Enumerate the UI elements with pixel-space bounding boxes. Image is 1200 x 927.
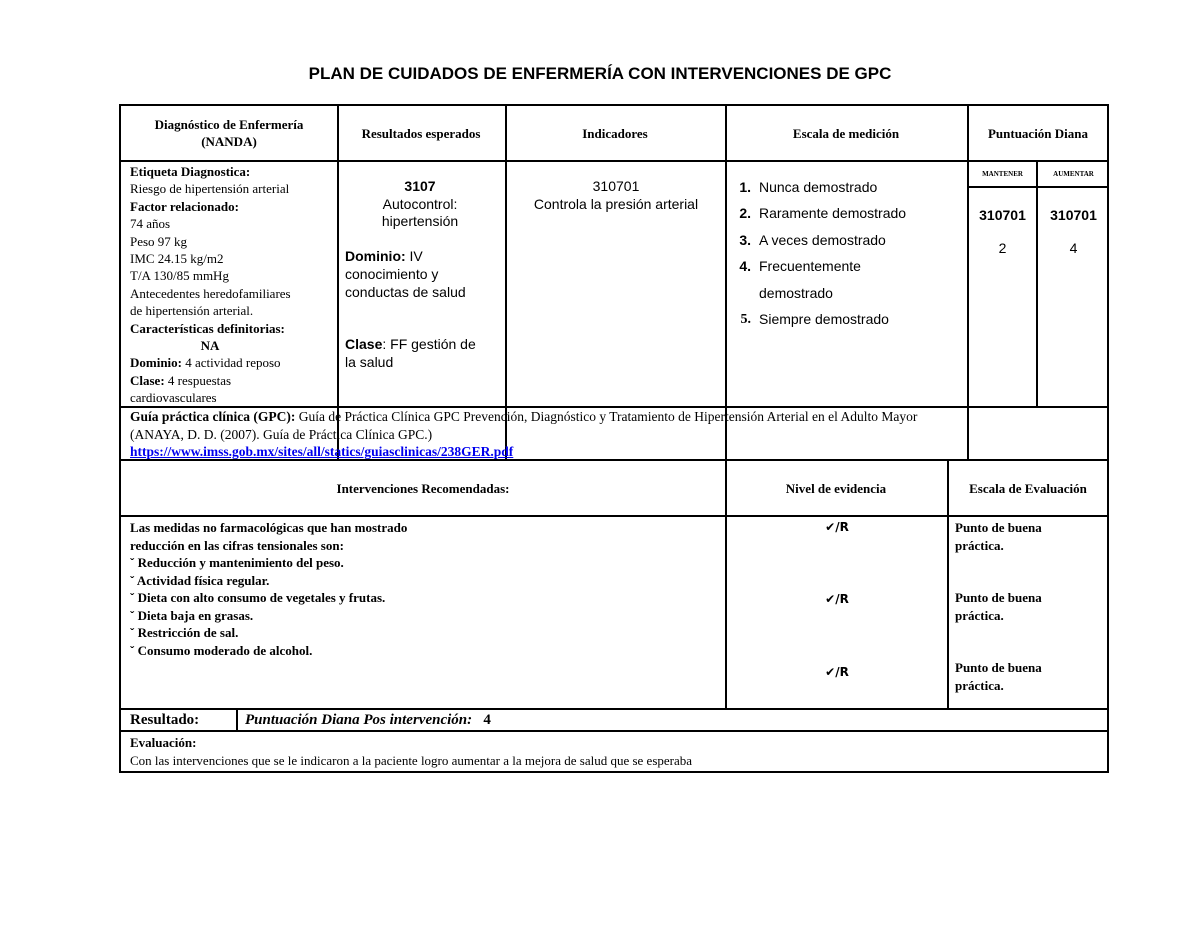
header-puntuacion: Puntuación Diana [987, 125, 1089, 141]
evidencia-1: ✔/R [825, 520, 849, 534]
aumentar-label: AUMENTAR [1053, 170, 1094, 178]
diagnostico-cell: Etiqueta Diagnostica: Riesgo de hipertensión arterial Factor relacionado: 74 años Peso 97 kg IMC 24.15 kg/m2 T/A 130/85 mmHg Antecedentes heredofamiliares de hipertensión arterial. Características definitorias: NA Dominio: 4 actividad reposo Clase: 4 respuestas cardiovasculares [130, 164, 291, 406]
list-item: ˇ Dieta baja en grasas. [130, 607, 254, 623]
header-indicadores: Indicadores [582, 125, 648, 141]
list-item: ˇ Consumo moderado de alcohol. [130, 642, 313, 658]
evaluacion-cell: Evaluación: Con las intervenciones que se le indicaron a la paciente logro aumentar a la mejora de salud que se esperaba [130, 735, 693, 768]
gpc-cell: Guía práctica clínica (GPC): Guía de Práctica Clínica GPC Prevención, Diagnóstico y Tratamiento de Hipertensión Arterial en el Adulto Mayor (ANAYA, D. D. (2007). Guía de Práctica Clínica GPC.) https://www.imss.gob.mx/sites/all/statics/guiasclinicas/238GER.pdf [130, 409, 918, 459]
header-escala: Escala de medición [792, 125, 900, 141]
evidencia-3: ✔/R [825, 665, 849, 679]
resultados-cell: 3107 Autocontrol: hipertensión Dominio: IV conocimiento y conductas de salud Clase: FF gestión de la salud [345, 178, 476, 370]
escala-list [733, 179, 965, 337]
aumentar-value: 310701 4 [1050, 207, 1097, 256]
escala-item: 3. A veces demostrado [739, 231, 886, 248]
resultado-label: Resultado: [130, 712, 200, 728]
gpc-link[interactable]: https://www.imss.gob.mx/sites/all/statics/guiasclinicas/238GER.pdf [130, 444, 514, 459]
evaluacion-escala-2: Punto de buena práctica. [955, 590, 1042, 623]
header-diagnostico: Diagnóstico de Enfermería (NANDA) [154, 117, 304, 149]
list-item: ˇ Actividad física regular. [130, 572, 270, 588]
list-item: ˇ Dieta con alto consumo de vegetales y frutas. [130, 590, 386, 605]
care-plan-table [119, 104, 1109, 461]
escala-item: 4. Frecuentemente [739, 258, 861, 275]
list-item: ˇ Restricción de sal. [130, 625, 239, 640]
header-resultados: Resultados esperados [361, 125, 481, 141]
evaluacion-row [119, 730, 1109, 773]
header-escala-evaluacion: Escala de Evaluación [969, 480, 1087, 496]
interventions-table [119, 459, 1109, 710]
escala-item: demostrado [759, 284, 833, 301]
header-intervenciones: Intervenciones Recomendadas: [336, 480, 510, 496]
resultado-puntuacion: Puntuación Diana Pos intervención: 4 [245, 712, 491, 728]
page-title: PLAN DE CUIDADOS DE ENFERMERÍA CON INTERVENCIONES DE GPC [308, 64, 892, 83]
evidencia-2: ✔/R [825, 592, 849, 606]
evaluacion-escala-3: Punto de buena práctica. [955, 660, 1042, 693]
mantener-label: MANTENER [982, 170, 1023, 178]
indicadores-cell: 310701 Controla la presión arterial [533, 178, 699, 212]
escala-item: 5. Siempre demostrado [740, 310, 889, 327]
resultado-row [119, 708, 1109, 732]
escala-item: 2. Raramente demostrado [739, 205, 907, 222]
intervenciones-list: Las medidas no farmacológicas que han mostrado reducción en las cifras tensionales son: ˇ Reducción y mantenimiento del peso. ˇ Actividad física regular. ˇ Dieta con alto consumo de vegetales y frutas. ˇ Dieta baja en grasas. ˇ Restricción de sal. ˇ Consumo moderado de alcohol. [130, 519, 720, 659]
mantener-value: 310701 2 [979, 207, 1026, 256]
header-nivel: Nivel de evidencia [785, 480, 887, 496]
list-item: ˇ Reducción y mantenimiento del peso. [130, 555, 344, 570]
evaluacion-escala-1: Punto de buena práctica. [955, 520, 1042, 553]
escala-item: 1. Nunca demostrado [739, 179, 878, 195]
